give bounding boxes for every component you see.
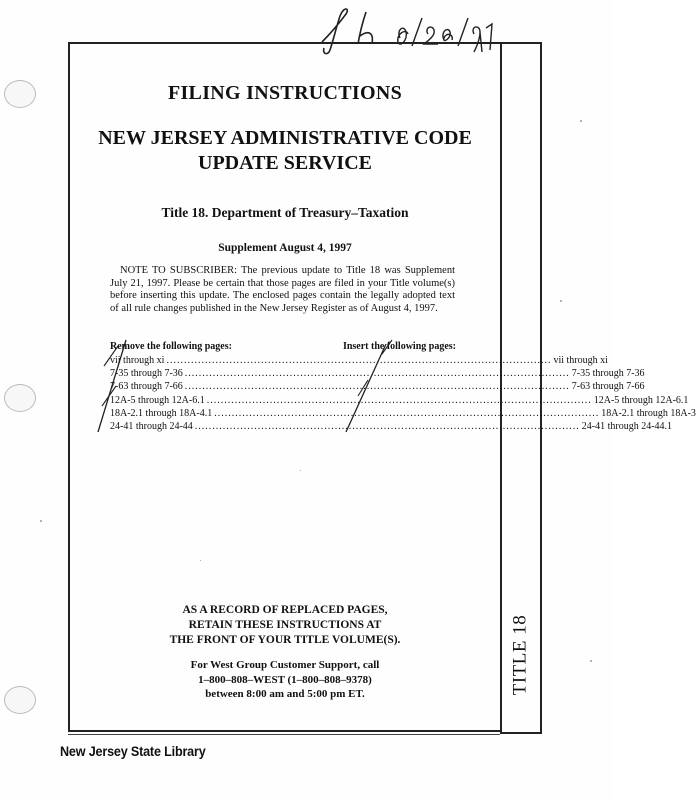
- insert-pages: 24-41 through 24-44.1: [581, 420, 673, 432]
- insert-pages: 18A-2.1 through 18A-3: [601, 407, 696, 419]
- insert-pages: vii through xi: [553, 355, 608, 366]
- handwritten-check-marks: [96, 336, 476, 436]
- side-tab-label: TITLE 18: [509, 614, 531, 696]
- supplement-date: Supplement August 4, 1997: [218, 242, 352, 254]
- remove-header: Remove the following pages:: [110, 341, 232, 352]
- support-line: For West Group Customer Support, call: [190, 659, 380, 671]
- customer-support: [70, 658, 500, 702]
- support-phone: 1–800–808–WEST (1–800–808–9378): [198, 673, 372, 686]
- remove-pages: vii through xi: [110, 355, 165, 366]
- hole-punch: [4, 384, 36, 412]
- subscriber-note: NOTE TO SUBSCRIBER: The previous update to Title 18 was Supplement July 21, 1997. Please be certain that those pages are filed in your Title volume(s) before inserting this update. The enclosed pages contain the legally adopted text of all rule changes published in the New Jersey Register as of August 4, 1997.: [110, 265, 455, 314]
- scan-speck: [200, 560, 201, 561]
- library-stamp: New Jersey State Library: [60, 743, 206, 759]
- record-notice-line: THE FRONT OF YOUR TITLE VOLUME(S).: [169, 634, 401, 646]
- insert-pages: 7-63 through 7-66: [571, 381, 645, 393]
- leader-dots: ..............................................................................................................: [194, 420, 580, 432]
- hole-punch: [4, 80, 36, 108]
- title-subheading: Title 18. Department of Treasury–Taxation: [161, 205, 409, 220]
- remove-pages: 12A-5 through 12A-6.1: [110, 394, 205, 406]
- side-tab-title: [502, 600, 538, 710]
- remove-pages: 7-35 through 7-36: [110, 368, 183, 380]
- record-notice-line: RETAIN THESE INSTRUCTIONS AT: [188, 619, 382, 631]
- leader-dots: ..............................................................................................................: [184, 381, 570, 393]
- remove-pages: 24-41 through 24-44: [110, 420, 193, 432]
- frame-divider: [68, 734, 500, 735]
- leader-dots: ..............................................................................................................: [166, 355, 552, 366]
- leader-dots: ..............................................................................................................: [214, 407, 600, 419]
- remove-pages: 7-63 through 7-66: [110, 381, 183, 393]
- insert-pages: 12A-5 through 12A-6.1: [593, 394, 689, 406]
- record-notice-line: AS A RECORD OF REPLACED PAGES,: [182, 604, 388, 616]
- scan-speck: [580, 120, 582, 122]
- filing-instructions-heading: FILING INSTRUCTIONS: [167, 82, 403, 104]
- insert-pages: 7-35 through 7-36: [571, 368, 645, 380]
- code-title-heading: [70, 126, 500, 176]
- scan-speck: [300, 470, 301, 471]
- scan-speck: [40, 520, 42, 522]
- support-hours: between 8:00 am and 5:00 pm ET.: [205, 688, 365, 700]
- leader-dots: ..............................................................................................................: [184, 368, 570, 380]
- leader-dots: ..............................................................................................................: [206, 394, 592, 406]
- scan-speck: [590, 660, 592, 662]
- record-notice: [70, 603, 500, 648]
- scan-speck: [560, 300, 562, 302]
- code-title-line: NEW JERSEY ADMINISTRATIVE CODE: [98, 127, 472, 149]
- hole-punch: [4, 686, 36, 714]
- update-service-line: UPDATE SERVICE: [198, 152, 372, 174]
- remove-pages: 18A-2.1 through 18A-4.1: [110, 407, 213, 419]
- insert-header: Insert the following pages:: [342, 341, 456, 352]
